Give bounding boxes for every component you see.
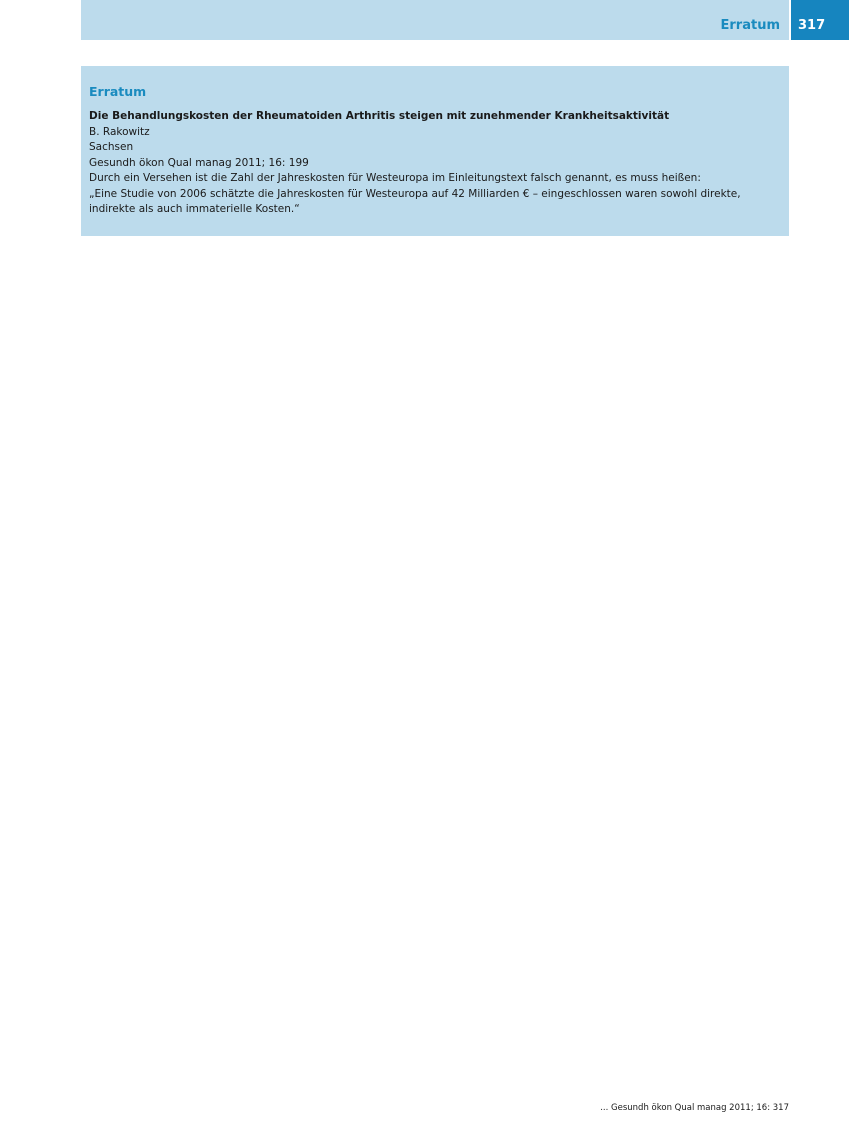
page-number-box [791, 0, 849, 40]
citation: Gesundh ökon Qual manag 2011; 16: 199 [89, 156, 309, 169]
author: B. Rakowitz [89, 125, 150, 138]
erratum-heading: Erratum [89, 84, 147, 99]
footer-citation: ... Gesundh ökon Qual manag 2011; 16: 317 [600, 1103, 789, 1113]
correction-intro: Durch ein Versehen ist die Zahl der Jahreskosten für Westeuropa im Einleitungstext falsch genannt, es muss heißen: [89, 172, 701, 184]
running-header-title: Erratum [720, 18, 780, 33]
running-header [81, 0, 789, 40]
location: Sachsen [89, 141, 134, 153]
corrected-text: „Eine Studie von 2006 schätzte die Jahreskosten für Westeuropa auf 42 Milliarden € – eingeschlossen waren sowohl direkte, indirekte als auch immaterielle Kosten.“ [89, 187, 741, 215]
erratum-box [81, 66, 789, 236]
page-number: 317 [798, 18, 826, 33]
article-title: Die Behandlungskosten der Rheumatoiden Arthritis steigen mit zunehmender Krankheitsaktivität [89, 110, 670, 122]
